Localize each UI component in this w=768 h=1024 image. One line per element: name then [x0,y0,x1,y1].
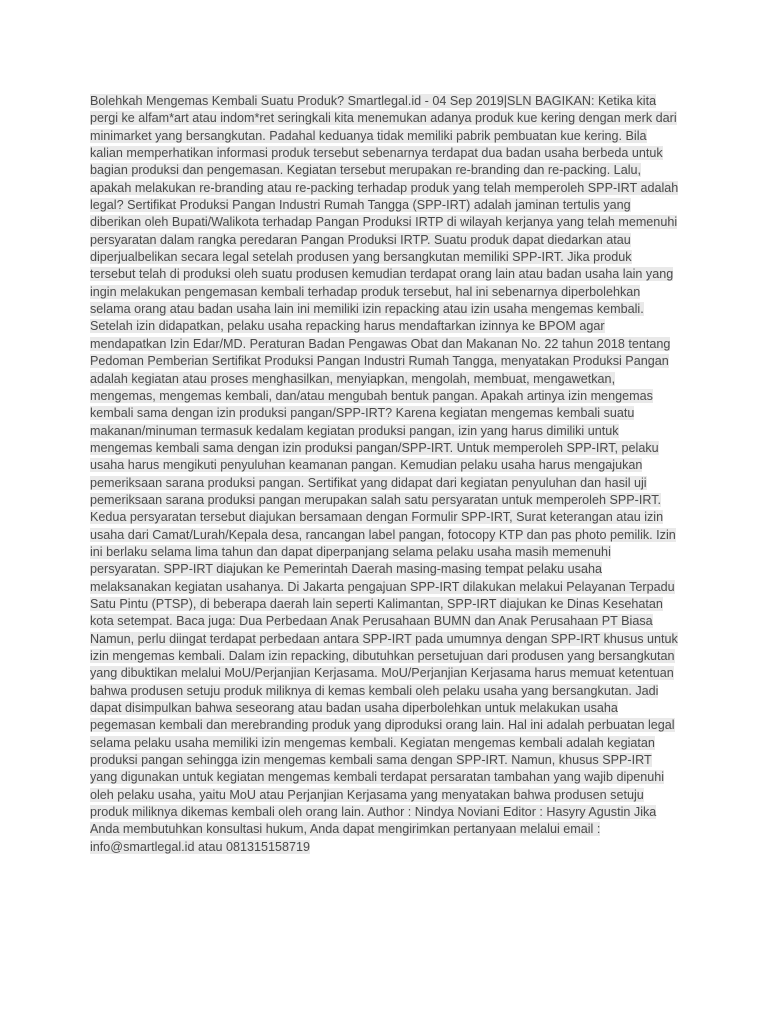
article-text: Bolehkah Mengemas Kembali Suatu Produk? Smartlegal.id - 04 Sep 2019|SLN BAGIKAN: Ketika kita pergi ke alfam*art atau indom*ret seringkali kita menemukan adanya produk kue kering dengan merk dari minimarket yang bersangkutan. Padahal keduanya tidak memiliki pabrik pembuatan kue kering. Bila kalian memperhatikan informasi produk tersebut sebenarnya terdapat dua badan usaha berbeda untuk bagian produksi dan pengemasan. Kegiatan tersebut merupakan re-branding dan re-packing. Lalu, apakah melakukan re-branding atau re-packing terhadap produk yang telah memperoleh SPP-IRT adalah legal? Sertifikat Produksi Pangan Industri Rumah Tangga (SPP-IRT) adalah jaminan tertulis yang diberikan oleh Bupati/Walikota terhadap Pangan Produksi IRTP di wilayah kerjanya yang telah memenuhi persyaratan dalam rangka peredaran Pangan Produksi IRTP. Suatu produk dapat diedarkan atau diperjualbelikan secara legal setelah produsen yang bersangkutan memiliki SPP-IRT. Jika produk tersebut telah di produksi oleh suatu produsen kemudian terdapat orang lain atau badan usaha lain yang ingin melakukan pengemasan kembali terhadap produk tersebut, hal ini sebenarnya diperbolehkan selama orang atau badan usaha lain ini memiliki izin repacking atau izin usaha mengemas kembali. Setelah izin didapatkan, pelaku usaha repacking harus mendaftarkan izinnya ke BPOM agar mendapatkan Izin Edar/MD. Peraturan Badan Pengawas Obat dan Makanan No. 22 tahun 2018 tentang Pedoman Pemberian Sertifikat Produksi Pangan Industri Rumah Tangga, menyatakan Produksi Pangan adalah kegiatan atau proses menghasilkan, menyiapkan, mengolah, membuat, mengawetkan, mengemas, mengemas kembali, dan/atau mengubah bentuk pangan. Apakah artinya izin mengemas kembali sama dengan izin produksi pangan/SPP-IRT? Karena kegiatan mengemas kembali suatu makanan/minuman termasuk kedalam kegiatan produksi pangan, izin yang harus dimiliki untuk mengemas kembali sama dengan izin produksi pangan/SPP-IRT. Untuk memperoleh SPP-IRT, pelaku usaha harus mengikuti penyuluhan keamanan pangan. Kemudian pelaku usaha harus mengajukan pemeriksaan sarana produksi pangan. Sertifikat yang didapat dari kegiatan penyuluhan dan hasil uji pemeriksaan sarana produksi pangan merupakan salah satu persyaratan untuk memperoleh SPP-IRT. Kedua persyaratan tersebut diajukan bersamaan dengan Formulir SPP-IRT, Surat keterangan atau izin usaha dari Camat/Lurah/Kepala desa, rancangan label pangan, fotocopy KTP dan pas photo pemilik. Izin ini berlaku selama lima tahun dan dapat diperpanjang selama pelaku usaha masih memenuhi persyaratan. SPP-IRT diajukan ke Pemerintah Daerah masing-masing tempat pelaku usaha melaksanakan kegiatan usahanya. Di Jakarta pengajuan SPP-IRT dilakukan melakui Pelayanan Terpadu Satu Pintu (PTSP), di beberapa daerah lain seperti Kalimantan, SPP-IRT diajukan ke Dinas Kesehatan kota setempat. Baca juga: Dua Perbedaan Anak Perusahaan BUMN dan Anak Perusahaan PT Biasa Namun, perlu diingat terdapat perbedaan antara SPP-IRT pada umumnya dengan SPP-IRT khusus untuk izin mengemas kembali. Dalam izin repacking, dibutuhkan persetujuan dari produsen yang bersangkutan yang dibuktikan melalui MoU/Perjanjian Kerjasama. MoU/Perjanjian Kerjasama harus memuat ketentuan bahwa produsen setuju produk miliknya di kemas kembali oleh pelaku usaha yang bersangkutan. Jadi dapat disimpulkan bahwa seseorang atau badan usaha diperbolehkan untuk melakukan usaha pegemasan kembali dan merebranding produk yang diproduksi orang lain. Hal ini adalah perbuatan legal selama pelaku usaha memiliki izin mengemas kembali. Kegiatan mengemas kembali adalah kegiatan produksi pangan sehingga izin mengemas kembali sama dengan SPP-IRT. Namun, khusus SPP-IRT yang digunakan untuk kegiatan mengemas kembali terdapat persaratan tambahan yang wajib dipenuhi oleh pelaku usaha, yaitu MoU atau Perjanjian Kerjasama yang menyatakan bahwa produsen setuju produk miliknya dikemas kembali oleh orang lain. Author : Nindya Noviani Editor : Hasyry Agustin Jika Anda membutuhkan konsultasi hukum, Anda dapat mengirimkan pertanyaan melalui email : info@smartlegal.id atau 081315158719 [90,94,679,854]
article-text-block [90,93,680,856]
